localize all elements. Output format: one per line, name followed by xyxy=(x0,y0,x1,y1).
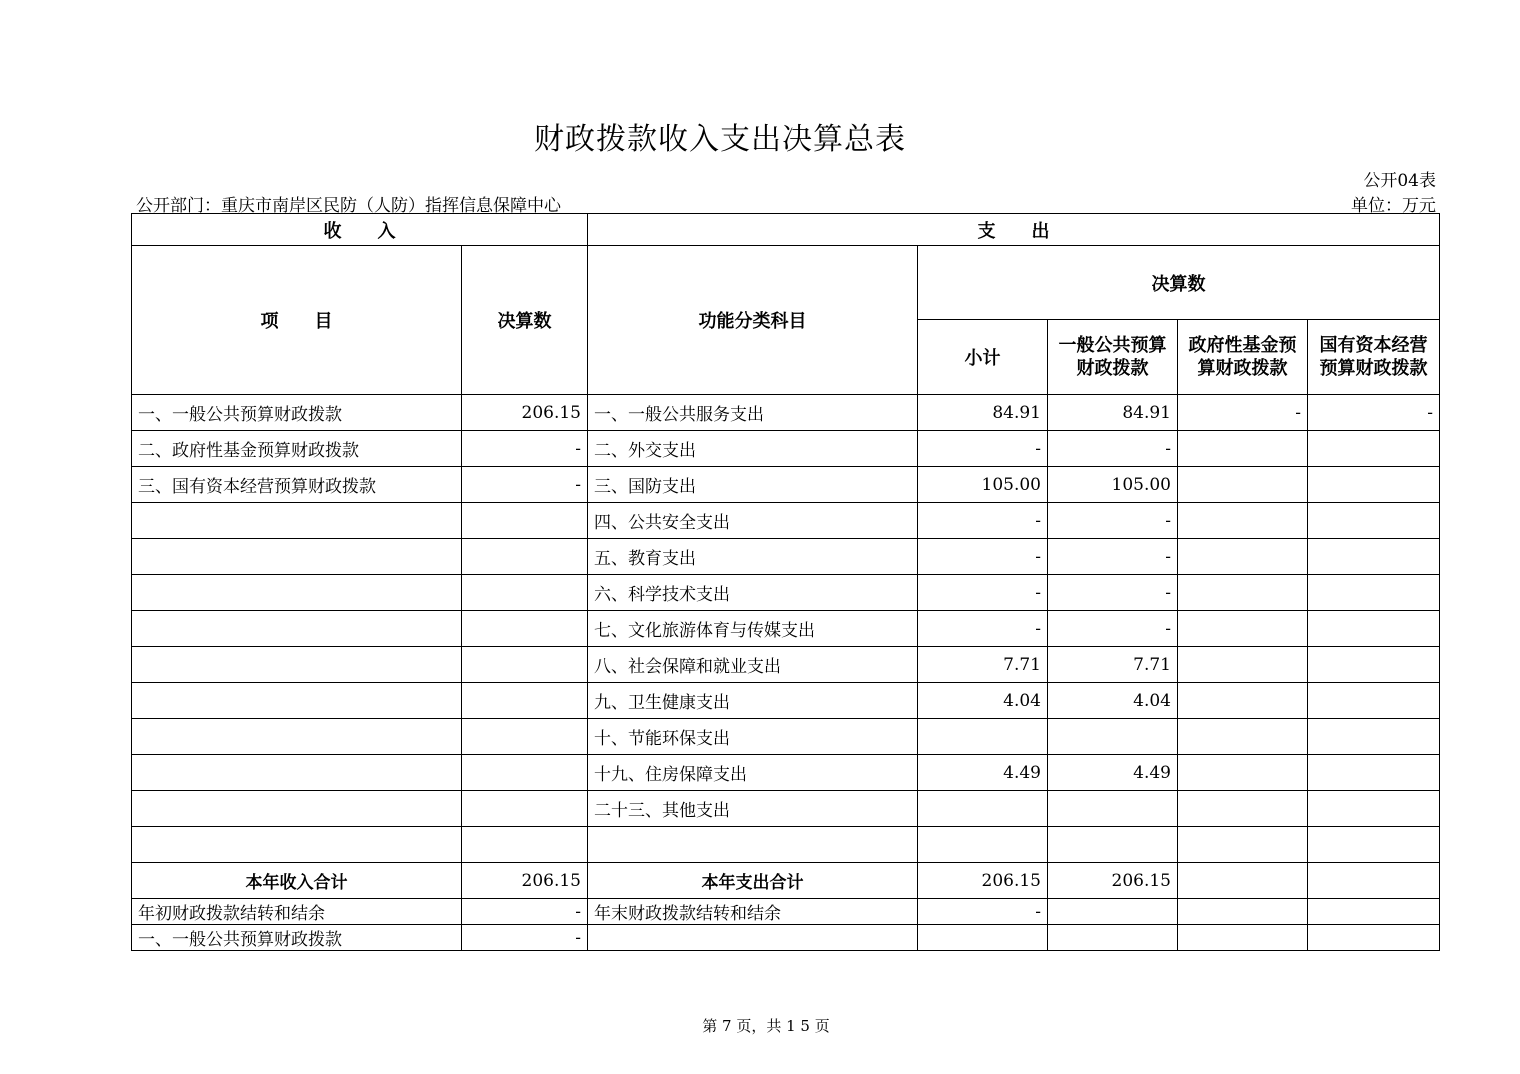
general-budget-cell xyxy=(1048,925,1178,951)
subtotal-cell xyxy=(918,719,1048,755)
carry-row xyxy=(132,899,1440,925)
income-item-cell xyxy=(132,611,462,647)
table-row xyxy=(132,647,1440,683)
expense-item-cell: 二十三、其他支出 xyxy=(588,791,918,827)
final-amount-header: 决算数 xyxy=(462,246,588,395)
subtotal-cell xyxy=(918,827,1048,863)
income-amount-cell: - xyxy=(462,899,588,925)
state-capital-cell xyxy=(1308,575,1440,611)
subtotal-header: 小计 xyxy=(918,320,1048,395)
subtotal-cell: 4.04 xyxy=(918,683,1048,719)
table-row xyxy=(132,467,1440,503)
subtotal-cell xyxy=(918,925,1048,951)
income-item-cell xyxy=(132,791,462,827)
general-budget-cell xyxy=(1048,791,1178,827)
income-amount-cell xyxy=(462,791,588,827)
table-row xyxy=(132,755,1440,791)
income-amount-cell xyxy=(462,539,588,575)
table-row xyxy=(132,719,1440,755)
income-item-cell xyxy=(132,827,462,863)
expense-item-cell: 六、科学技术支出 xyxy=(588,575,918,611)
expense-item-cell: 九、卫生健康支出 xyxy=(588,683,918,719)
general-budget-cell: - xyxy=(1048,575,1178,611)
expense-item-cell: 二、外交支出 xyxy=(588,431,918,467)
gov-fund-header: 政府性基金预算财政拨款 xyxy=(1178,320,1308,395)
table-row xyxy=(132,431,1440,467)
final-amount-group-header: 决算数 xyxy=(918,246,1440,320)
expense-header: 支 出 xyxy=(588,214,1440,246)
expense-item-cell xyxy=(588,925,918,951)
expense-item-cell: 三、国防支出 xyxy=(588,467,918,503)
subtotal-cell: 84.91 xyxy=(918,395,1048,431)
table-row xyxy=(132,827,1440,863)
gov-fund-cell xyxy=(1178,503,1308,539)
gov-fund-cell xyxy=(1178,863,1308,899)
income-amount-cell: - xyxy=(462,431,588,467)
income-item-cell: 本年收入合计 xyxy=(132,863,462,899)
state-capital-cell xyxy=(1308,467,1440,503)
expense-item-cell: 八、社会保障和就业支出 xyxy=(588,647,918,683)
income-item-cell xyxy=(132,575,462,611)
subtotal-cell: - xyxy=(918,575,1048,611)
state-capital-cell xyxy=(1308,611,1440,647)
income-amount-cell xyxy=(462,647,588,683)
expense-item-cell: 五、教育支出 xyxy=(588,539,918,575)
subtotal-cell xyxy=(918,791,1048,827)
gov-fund-cell xyxy=(1178,575,1308,611)
income-amount-cell: 206.15 xyxy=(462,395,588,431)
income-header: 收 入 xyxy=(132,214,588,246)
general-budget-cell: - xyxy=(1048,503,1178,539)
gov-fund-cell xyxy=(1178,719,1308,755)
state-capital-cell: - xyxy=(1308,395,1440,431)
gov-fund-cell xyxy=(1178,467,1308,503)
totals-row xyxy=(132,863,1440,899)
expense-item-cell: 七、文化旅游体育与传媒支出 xyxy=(588,611,918,647)
subtotal-cell: 206.15 xyxy=(918,863,1048,899)
state-capital-header: 国有资本经营预算财政拨款 xyxy=(1308,320,1440,395)
income-item-cell xyxy=(132,719,462,755)
gov-fund-cell xyxy=(1178,431,1308,467)
income-item-cell: 年初财政拨款结转和结余 xyxy=(132,899,462,925)
state-capital-cell xyxy=(1308,791,1440,827)
expense-item-cell xyxy=(588,827,918,863)
state-capital-cell xyxy=(1308,863,1440,899)
state-capital-cell xyxy=(1308,925,1440,951)
table-row xyxy=(132,503,1440,539)
general-budget-cell xyxy=(1048,899,1178,925)
general-budget-cell xyxy=(1048,719,1178,755)
income-amount-cell xyxy=(462,683,588,719)
income-amount-cell xyxy=(462,611,588,647)
gov-fund-cell xyxy=(1178,899,1308,925)
income-amount-cell xyxy=(462,575,588,611)
state-capital-cell xyxy=(1308,539,1440,575)
table-row xyxy=(132,575,1440,611)
table-row xyxy=(132,395,1440,431)
carry-row xyxy=(132,925,1440,951)
unit-label: 单位：万元 xyxy=(1351,196,1436,216)
general-budget-cell: - xyxy=(1048,611,1178,647)
gov-fund-cell xyxy=(1178,683,1308,719)
state-capital-cell xyxy=(1308,431,1440,467)
expense-item-cell: 年末财政拨款结转和结余 xyxy=(588,899,918,925)
state-capital-cell xyxy=(1308,899,1440,925)
income-item-cell: 二、政府性基金预算财政拨款 xyxy=(132,431,462,467)
general-budget-cell: - xyxy=(1048,539,1178,575)
state-capital-cell xyxy=(1308,827,1440,863)
expense-item-cell: 十九、住房保障支出 xyxy=(588,755,918,791)
income-item-cell xyxy=(132,539,462,575)
income-amount-cell: 206.15 xyxy=(462,863,588,899)
expense-item-cell: 四、公共安全支出 xyxy=(588,503,918,539)
expense-item-cell: 一、一般公共服务支出 xyxy=(588,395,918,431)
state-capital-cell xyxy=(1308,683,1440,719)
subtotal-cell: 7.71 xyxy=(918,647,1048,683)
general-budget-cell: 4.04 xyxy=(1048,683,1178,719)
table-row xyxy=(132,791,1440,827)
budget-table xyxy=(131,213,1440,951)
subtotal-cell: 105.00 xyxy=(918,467,1048,503)
income-amount-cell: - xyxy=(462,467,588,503)
state-capital-cell xyxy=(1308,503,1440,539)
table-row xyxy=(132,683,1440,719)
general-budget-cell: 84.91 xyxy=(1048,395,1178,431)
income-item-cell xyxy=(132,503,462,539)
general-budget-cell xyxy=(1048,827,1178,863)
page-title: 财政拨款收入支出决算总表 xyxy=(534,122,906,157)
gov-fund-cell xyxy=(1178,827,1308,863)
state-capital-cell xyxy=(1308,755,1440,791)
income-amount-cell xyxy=(462,503,588,539)
general-budget-cell: 4.49 xyxy=(1048,755,1178,791)
general-budget-cell: 105.00 xyxy=(1048,467,1178,503)
form-number: 公开04表 xyxy=(1363,171,1436,191)
subtotal-cell: - xyxy=(918,539,1048,575)
income-item-cell xyxy=(132,683,462,719)
general-budget-cell: 206.15 xyxy=(1048,863,1178,899)
expense-item-cell: 十、节能环保支出 xyxy=(588,719,918,755)
table-row xyxy=(132,611,1440,647)
gov-fund-cell xyxy=(1178,539,1308,575)
general-budget-cell: - xyxy=(1048,431,1178,467)
gov-fund-cell xyxy=(1178,755,1308,791)
subtotal-cell: - xyxy=(918,431,1048,467)
subtotal-cell: - xyxy=(918,899,1048,925)
state-capital-cell xyxy=(1308,647,1440,683)
gov-fund-cell xyxy=(1178,647,1308,683)
income-amount-cell: - xyxy=(462,925,588,951)
subtotal-cell: - xyxy=(918,503,1048,539)
gov-fund-cell xyxy=(1178,791,1308,827)
table-row xyxy=(132,539,1440,575)
income-item-cell: 三、国有资本经营预算财政拨款 xyxy=(132,467,462,503)
subtotal-cell: - xyxy=(918,611,1048,647)
function-category-header: 功能分类科目 xyxy=(588,246,918,395)
general-budget-cell: 7.71 xyxy=(1048,647,1178,683)
page-footer: 第 7 页，共 1 5 页 xyxy=(702,1017,830,1035)
department-label: 公开部门：重庆市南岸区民防（人防）指挥信息保障中心 xyxy=(136,196,561,216)
income-item-cell xyxy=(132,647,462,683)
income-item-cell: 一、一般公共预算财政拨款 xyxy=(132,395,462,431)
income-amount-cell xyxy=(462,827,588,863)
gov-fund-cell: - xyxy=(1178,395,1308,431)
gov-fund-cell xyxy=(1178,925,1308,951)
state-capital-cell xyxy=(1308,719,1440,755)
income-item-cell xyxy=(132,755,462,791)
general-budget-header: 一般公共预算财政拨款 xyxy=(1048,320,1178,395)
income-amount-cell xyxy=(462,719,588,755)
gov-fund-cell xyxy=(1178,611,1308,647)
income-amount-cell xyxy=(462,755,588,791)
income-item-cell: 一、一般公共预算财政拨款 xyxy=(132,925,462,951)
item-header: 项 目 xyxy=(132,246,462,395)
expense-item-cell: 本年支出合计 xyxy=(588,863,918,899)
subtotal-cell: 4.49 xyxy=(918,755,1048,791)
